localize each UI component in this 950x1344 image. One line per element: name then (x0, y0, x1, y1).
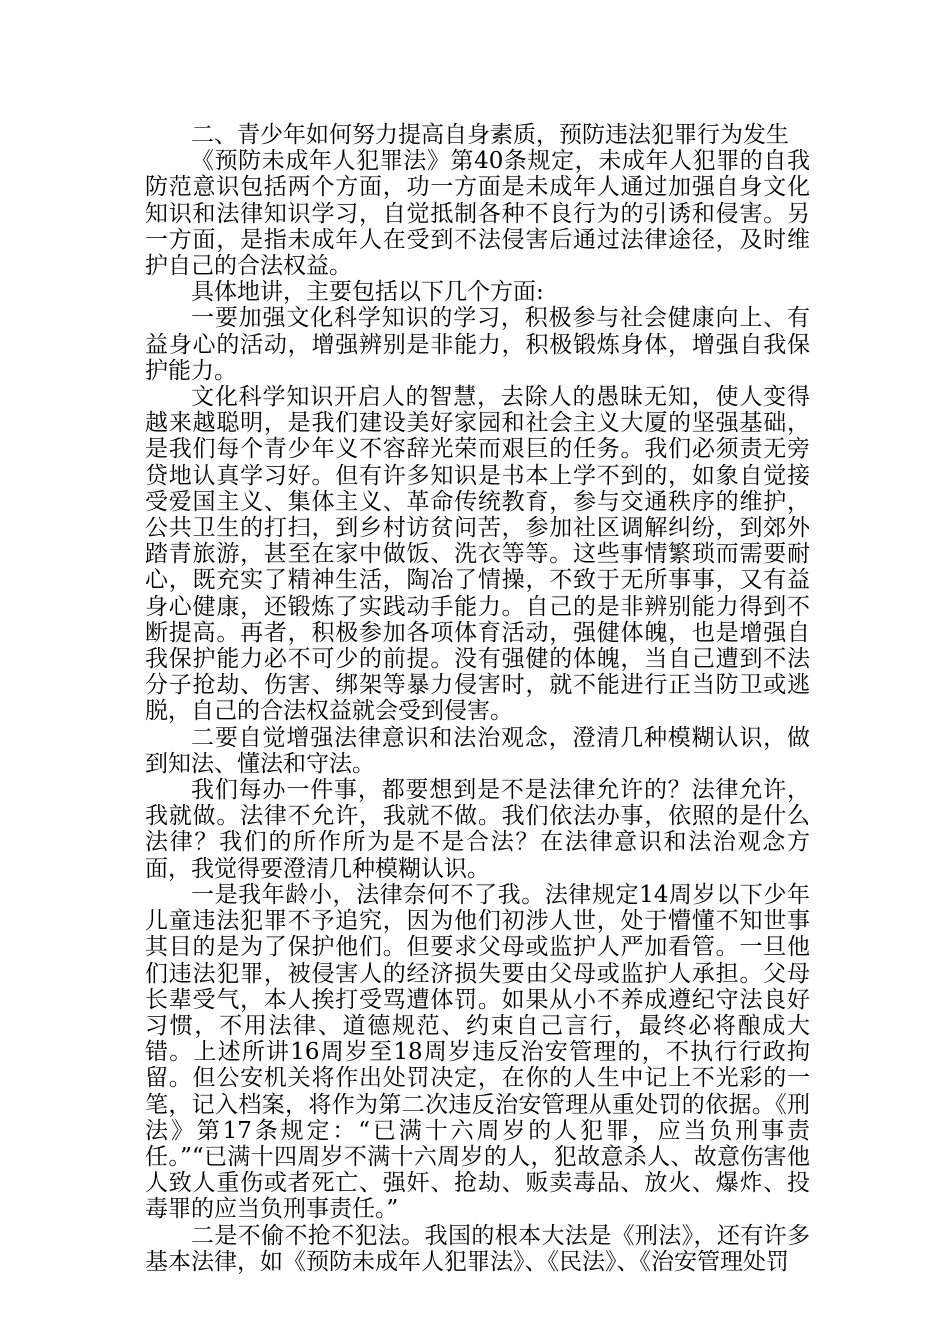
section-heading: 二、青少年如何努力提高自身素质，预防违法犯罪行为发生 (191, 122, 789, 148)
paragraph-misconception-one: 一是我年龄小，法律奈何不了我。法律规定14周岁以下少年儿童违法犯罪不予追究，因为他们初涉人世，处于懵懂不知世事其目的是为了保护他们。但要求父母或监护人严加看管。一旦他们违法犯罪，被侵害人的经济损失要由父母或监护人承担。父母长辈受气，本人挨打受骂遭体罚。如果从小不养成遵纪守法良好习惯，不用法律、道德规范、约束自己言行，最终必将酿成大错。上述所讲16周岁至18周岁违反治安管理的，不执行行政拘留。但公安机关将作出处罚决定，在你的人生中记上不光彩的一笔，记入档案，将作为第二次违反治安管理从重处罚的依据。《刑法》第17条规定：“已满十六周岁的人犯罪，应当负刑事责任。”“已满十四周岁不满十六周岁的人，犯故意杀人、故意伤害他人致人重伤或者死亡、强奸、抢劫、贩卖毒品、放火、爆炸、投毒罪的应当负刑事责任。” (145, 881, 810, 1223)
paragraph-point-two: 二要自觉增强法律意识和法治观念，澄清几种模糊认识，做到知法、懂法和守法。 (145, 724, 810, 777)
paragraph-law-awareness: 我们每办一件事，都要想到是不是法律允许的？法律允许，我就做。法律不允许，我就不做。我们依法办事，依照的是什么法律？我们的所作所为是不是合法？在法律意识和法治观念方面，我觉得要澄清几种模糊认识。 (145, 777, 810, 882)
paragraph-point-one: 一要加强文化科学知识的学习，积极参与社会健康向上、有益身心的活动，增强辨别是非能力，积极锻炼身体，增强自我保护能力。 (145, 305, 810, 384)
paragraph-misconception-two: 二是不偷不抢不犯法。我国的根本大法是《刑法》，还有许多基本法律，如《预防未成年人犯罪法》、《民法》、《治安管理处罚 (145, 1222, 810, 1275)
paragraph-knowledge: 文化科学知识开启人的智慧，去除人的愚昧无知，使人变得越来越聪明，是我们建设美好家园和社会主义大厦的坚强基础，是我们每个青少年义不容辞光荣而艰巨的任务。我们必须责无旁贷地认真学习好。但有许多知识是书本上学不到的，如象自觉接受爱国主义、集体主义、革命传统教育，参与交通秩序的维护，公共卫生的打扫，到乡村访贫问苦，参加社区调解纠纷，到郊外踏青旅游，甚至在家中做饭、洗衣等等。这些事情繁琐而需要耐心，既充实了精神生活，陶冶了情操，不致于无所事事，又有益身心健康，还锻炼了实践动手能力。自己的是非辨别能力得到不断提高。再者，积极参加各项体育活动，强健体魄，也是增强自我保护能力必不可少的前提。没有强健的体魄，当自己遭到不法分子抢劫、伤害、绑架等暴力侵害时，就不能进行正当防卫或逃脱，自己的合法权益就会受到侵害。 (145, 384, 810, 725)
paragraph-article-40: 《预防未成年人犯罪法》第40条规定，未成年人犯罪的自我防范意识包括两个方面，功一方面是未成年人通过加强自身文化知识和法律知识学习，自觉抵制各种不良行为的引诱和侵害。另一方面，是指未成年人在受到不法侵害后通过法律途径，及时维护自己的合法权益。 (145, 148, 810, 280)
document-body (145, 122, 810, 1275)
paragraph-intro-aspects: 具体地讲，主要包括以下几个方面: (191, 279, 544, 306)
